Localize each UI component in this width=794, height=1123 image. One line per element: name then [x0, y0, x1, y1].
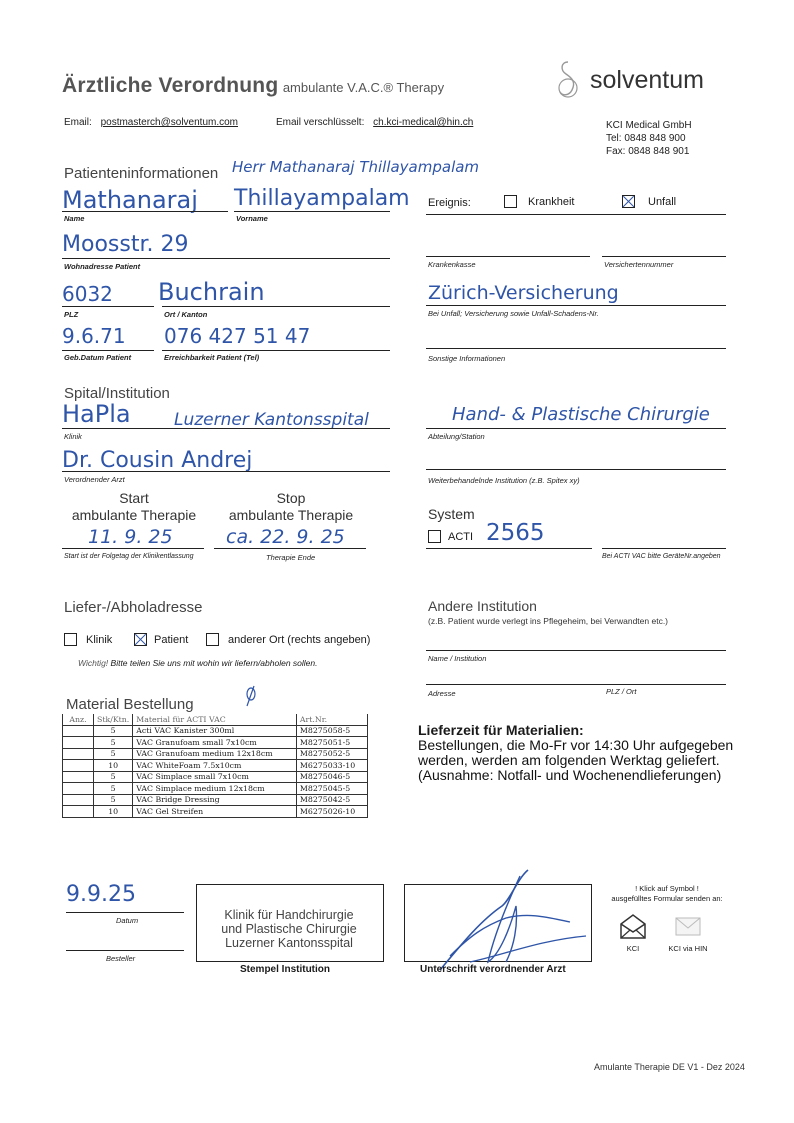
signature-label: Unterschrift verordnender Arzt [420, 964, 566, 975]
material-table-body [63, 725, 368, 817]
hospital-section-title: Spital/Institution [64, 385, 170, 402]
material-anz-cell[interactable] [63, 725, 94, 737]
stamp-line-3: Luzerner Kantonsspital [225, 936, 353, 950]
arzt-line [62, 471, 390, 472]
patient-address-value[interactable]: Moosstr. 29 [62, 232, 189, 257]
mail-open-icon [618, 912, 648, 940]
arzt-label: Verordnender Arzt [64, 475, 125, 484]
email-label: Email: [64, 117, 92, 128]
solventum-s-icon [556, 58, 580, 102]
patient-ort-value[interactable]: Buchrain [158, 278, 265, 306]
company-block [606, 119, 692, 158]
krankheit-label: Krankheit [528, 196, 575, 208]
form-title: Ärztliche Verordnung [62, 74, 279, 97]
brand-logo [556, 58, 726, 102]
name-inst-line [426, 650, 726, 651]
unfall-insurance-label: Bei Unfall; Versicherung sowie Unfall-Schadens-Nr. [428, 309, 599, 318]
delivery-klinik-checkbox[interactable] [64, 633, 77, 646]
plz-label: PLZ [64, 310, 79, 319]
patient-name-value[interactable]: Mathanaraj [62, 186, 198, 214]
unfall-label: Unfall [648, 196, 677, 208]
material-stk-cell: 10 [94, 806, 133, 818]
material-section-title: Material Bestellung [66, 696, 194, 713]
acti-line [426, 548, 592, 549]
material-artnr-cell: M6275026-10 [296, 806, 367, 818]
material-stk-cell: 10 [94, 760, 133, 772]
email-link[interactable]: postmasterch@solventum.com [100, 117, 238, 128]
acti-checkbox[interactable] [428, 530, 441, 543]
stamp-line-1: Klinik für Handchirurgie [224, 908, 354, 922]
material-pen-mark [242, 684, 260, 708]
vorname-label: Vorname [236, 214, 268, 223]
abteilung-label: Abteilung/Station [428, 432, 485, 441]
name-label: Name [64, 214, 85, 223]
contact-email-row [64, 117, 238, 128]
unfall-checkbox[interactable] [622, 195, 635, 208]
dob-label: Geb.Datum Patient [64, 353, 132, 362]
krankheit-checkbox[interactable] [504, 195, 517, 208]
patient-section-title: Patienteninformationen [64, 165, 219, 182]
material-row [63, 794, 368, 806]
system-title: System [428, 506, 475, 522]
material-anz-cell[interactable] [63, 748, 94, 760]
wichtig-text: Bitte teilen Sie uns mit wohin wir liefern/abholen sollen. [110, 658, 318, 668]
klick-line-2: ausgefülltes Formular senden an: [611, 894, 723, 903]
material-name-cell: VAC Simplace medium 12x18cm [133, 783, 297, 795]
klinik-line [62, 428, 390, 429]
material-name-cell: VAC Granufoam small 7x10cm [133, 737, 297, 749]
material-row [63, 748, 368, 760]
dob-line [62, 350, 154, 351]
vorname-line [234, 211, 390, 212]
adresse-line [426, 684, 726, 685]
sonstige-label: Sonstige Informationen [428, 354, 506, 363]
material-name-cell: VAC Gel Streifen [133, 806, 297, 818]
material-table [62, 714, 368, 818]
email-enc-link[interactable]: ch.kci-medical@hin.ch [373, 117, 474, 128]
material-row [63, 806, 368, 818]
delivery-klinik-label: Klinik [86, 634, 113, 646]
material-stk-cell: 5 [94, 783, 133, 795]
material-stk-cell: 5 [94, 725, 133, 737]
stop-title-2: ambulante Therapie [228, 507, 354, 523]
ereignis-line [426, 214, 726, 215]
datum-line [66, 912, 184, 913]
ort-line [162, 306, 390, 307]
stop-line [214, 548, 366, 549]
wichtig-note [78, 658, 317, 668]
adresse-label: Adresse [428, 689, 456, 698]
klick-note [594, 884, 740, 904]
versichertennummer-label: Versichertennummer [604, 260, 674, 269]
acti-device-number[interactable]: 2565 [486, 520, 545, 546]
lieferzeit-line-2: werden, werden am folgenden Werktag geliefert. [418, 752, 720, 768]
material-name-cell: VAC Simplace small 7x10cm [133, 771, 297, 783]
patient-header-handwriting: Herr Mathanaraj Thillayampalam [232, 158, 480, 176]
stamp-line-2: und Plastische Chirurgie [221, 922, 357, 936]
phone-label: Erreichbarkeit Patient (Tel) [164, 353, 260, 362]
kci-label: KCI [626, 944, 640, 953]
start-line [62, 548, 204, 549]
material-row [63, 783, 368, 795]
stamp-text [198, 908, 380, 950]
acti-label: ACTI [448, 531, 474, 543]
material-stk-cell: 5 [94, 794, 133, 806]
col-material: Material für ACTI VAC [133, 714, 297, 725]
phone-line [162, 350, 390, 351]
start-title-1: Start [119, 490, 149, 506]
delivery-section-title: Liefer-/Abholadresse [64, 599, 203, 616]
start-title-2: ambulante Therapie [71, 507, 197, 523]
lieferzeit-block [418, 722, 733, 783]
patient-phone-value[interactable]: 076 427 51 47 [164, 324, 311, 348]
brand-name: solventum [590, 66, 704, 94]
krankenkasse-label: Krankenkasse [428, 260, 476, 269]
material-artnr-cell: M8275052-5 [296, 748, 367, 760]
stop-date-value[interactable]: ca. 22. 9. 25 [226, 526, 345, 548]
order-date-value[interactable]: 9.9.25 [66, 882, 136, 907]
material-artnr-cell: M8275046-5 [296, 771, 367, 783]
start-date-value[interactable]: 11. 9. 25 [88, 526, 173, 548]
material-name-cell: VAC Bridge Dressing [133, 794, 297, 806]
versichertennummer-line [602, 256, 726, 257]
form-header [62, 74, 444, 98]
address-line [62, 258, 390, 259]
material-artnr-cell: M8275051-5 [296, 737, 367, 749]
stop-title-1: Stop [276, 490, 306, 506]
material-row [63, 725, 368, 737]
delivery-patient-label: Patient [154, 634, 189, 646]
material-artnr-cell: M8275045-5 [296, 783, 367, 795]
acti-note-line [602, 548, 726, 549]
footer-version: Amulante Therapie DE V1 - Dez 2024 [594, 1062, 745, 1072]
stamp-label: Stempel Institution [240, 964, 330, 975]
contact-email-enc-row [276, 117, 473, 128]
material-anz-cell[interactable] [63, 760, 94, 772]
krankenkasse-line [426, 256, 590, 257]
klinik-label: Klinik [64, 432, 82, 441]
col-anz: Anz. [63, 714, 94, 725]
sonstige-line [426, 348, 726, 349]
stop-label: Therapie Ende [266, 553, 316, 562]
material-stk-cell: 5 [94, 771, 133, 783]
andere-note: (z.B. Patient wurde verlegt ins Pflegeheim, bei Verwandten etc.) [428, 616, 669, 626]
start-label: Start ist der Folgetag der Klinikentlassung [64, 553, 194, 560]
material-name-cell: VAC Granufoam medium 12x18cm [133, 748, 297, 760]
material-row [63, 737, 368, 749]
ereignis-label: Ereignis: [428, 197, 471, 209]
material-anz-cell[interactable] [63, 783, 94, 795]
material-anz-cell[interactable] [63, 737, 94, 749]
company-fax: Fax: 0848 848 901 [606, 146, 690, 157]
unfall-insurance-value[interactable]: Zürich-Versicherung [428, 282, 619, 304]
material-anz-cell[interactable] [63, 794, 94, 806]
wichtig-prefix: Wichtig! [78, 658, 109, 668]
email-enc-label: Email verschlüsselt: [276, 117, 365, 128]
hospital-arzt-value[interactable]: Dr. Cousin Andrej [62, 448, 253, 473]
material-name-cell: VAC WhiteFoam 7.5x10cm [133, 760, 297, 772]
material-table-header [63, 714, 368, 725]
hospital-klinik-name[interactable]: Luzerner Kantonsspital [174, 410, 369, 430]
klick-line-1: ! Klick auf Symbol ! [635, 884, 699, 893]
datum-label: Datum [116, 916, 139, 925]
delivery-other-label: anderer Ort (rechts angeben) [228, 634, 371, 646]
material-anz-cell[interactable] [63, 806, 94, 818]
material-artnr-cell: M6275033-10 [296, 760, 367, 772]
patient-plz-value[interactable]: 6032 [62, 282, 113, 306]
start-title [62, 490, 206, 524]
lieferzeit-line-1: Bestellungen, die Mo-Fr vor 14:30 Uhr aufgegeben [418, 737, 734, 753]
patient-dob-value[interactable]: 9.6.71 [62, 324, 126, 348]
besteller-label: Besteller [106, 954, 136, 963]
send-kci-button[interactable] [616, 912, 650, 954]
material-name-cell: Acti VAC Kanister 300ml [133, 725, 297, 737]
form-subtitle: ambulante V.A.C.® Therapy [282, 80, 445, 95]
weiter-label: Weiterbehandelnde Institution (z.B. Spitex xy) [428, 476, 580, 485]
weiter-line [426, 469, 726, 470]
hospital-klinik-value[interactable]: HaPla [62, 400, 131, 428]
send-kci-hin-button[interactable] [664, 912, 712, 954]
andere-title: Andere Institution [428, 598, 537, 614]
delivery-patient-checkbox[interactable] [134, 633, 147, 646]
acti-note: Bei ACTI VAC bitte GeräteNr.angeben [602, 553, 721, 560]
company-name: KCI Medical GmbH [606, 120, 692, 131]
company-tel: Tel: 0848 848 900 [606, 133, 686, 144]
material-row [63, 760, 368, 772]
lieferzeit-title: Lieferzeit für Materialien: [418, 722, 584, 738]
plz-line [62, 306, 154, 307]
address-label: Wohnadresse Patient [64, 262, 141, 271]
besteller-line [66, 950, 184, 951]
lieferzeit-line-3: (Ausnahme: Notfall- und Wochenendlieferungen) [418, 767, 722, 783]
material-artnr-cell: M8275058-5 [296, 725, 367, 737]
col-stk: Stk/Ktn. [94, 714, 133, 725]
material-anz-cell[interactable] [63, 771, 94, 783]
name-line [62, 211, 228, 212]
hospital-abteilung-value[interactable]: Hand- & Plastische Chirurgie [452, 404, 710, 425]
mail-hin-icon [674, 914, 702, 938]
material-row [63, 771, 368, 783]
delivery-other-checkbox[interactable] [206, 633, 219, 646]
unfall-insurance-line [426, 305, 726, 306]
plz-ort-label: PLZ / Ort [606, 687, 637, 696]
name-inst-label: Name / Institution [428, 654, 487, 663]
stop-title [214, 490, 368, 524]
abteilung-line [426, 428, 726, 429]
material-stk-cell: 5 [94, 748, 133, 760]
material-stk-cell: 5 [94, 737, 133, 749]
patient-vorname-value[interactable]: Thillayampalam [234, 186, 410, 211]
material-artnr-cell: M8275042-5 [296, 794, 367, 806]
doctor-signature [410, 866, 610, 976]
ort-label: Ort / Kanton [164, 310, 208, 319]
kci-hin-label: KCI via HIN [668, 944, 708, 953]
col-artnr: Art.Nr. [296, 714, 367, 725]
